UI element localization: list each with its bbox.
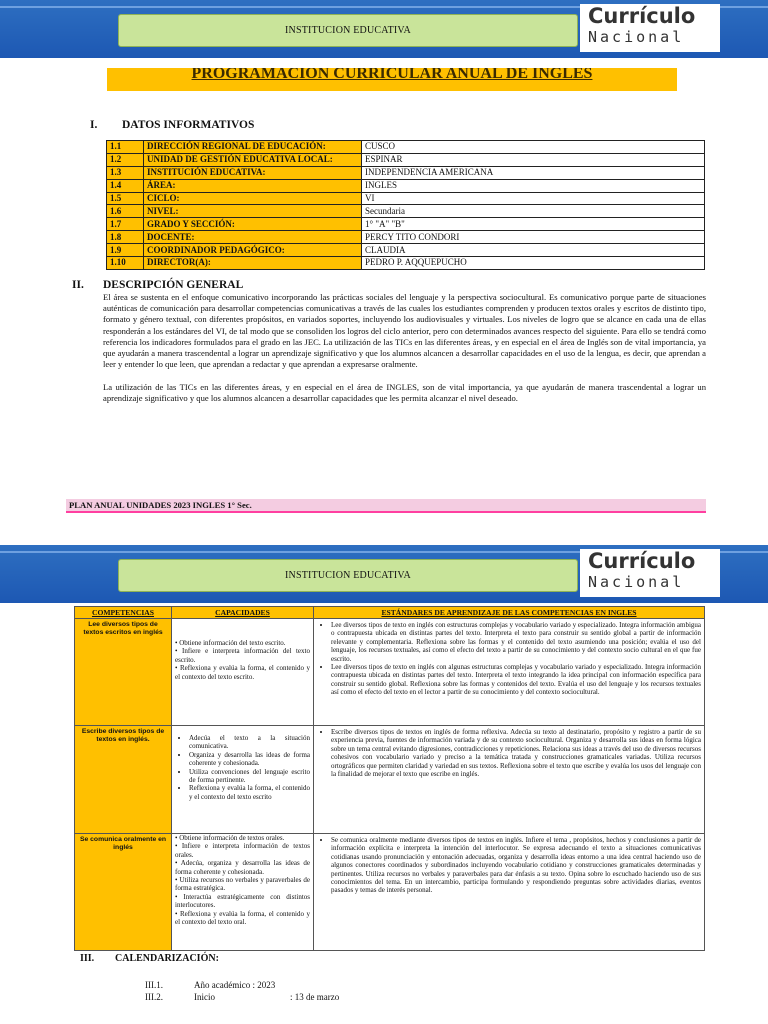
competency-name: Se comunica oralmente en inglés	[75, 834, 172, 951]
capacity-item: • Interactúa estratégicamente con distintos interlocutores.	[175, 892, 310, 910]
competency-row	[75, 834, 705, 951]
competency-row	[75, 726, 705, 834]
competency-row	[75, 619, 705, 726]
capacity-item: • Infiere e interpreta información del texto escrito.	[175, 647, 310, 664]
info-number: 1.1	[107, 141, 144, 154]
standards-cell	[314, 619, 705, 726]
info-number: 1.6	[107, 205, 144, 218]
document-title: PROGRAMACION CURRICULAR ANUAL DE INGLES	[191, 68, 593, 82]
info-key: INSTITUCIÓN EDUCATIVA:	[144, 166, 362, 179]
info-value: PERCY TITO CONDORI	[362, 231, 705, 244]
info-value: CLAUDIA	[362, 244, 705, 257]
info-row	[107, 257, 705, 270]
info-row	[107, 153, 705, 166]
competency-name: Escribe diversos tipos de textos en inglés.	[75, 726, 172, 834]
calendar-item-number: III.2.	[145, 992, 163, 1002]
capacity-item: • Utiliza recursos no verbales y paraverbales de forma estratégica.	[175, 876, 310, 893]
logo-line2: Nacional	[588, 573, 685, 591]
standard-item: • Se comunica oralmente mediante diversos tipos de textos en inglés. Infiere el tema , propósitos, hechos y conclusiones a partir de información explícita e interpreta la intención del interlocutor. Se expresa adecuando el texto a situaciones comunicativas cotidianas usando pronunciación y entonación adecuadas, organiza y desarrolla ideas entorno a una idea central haciendo uso de algunos conectores coordinados y subordinados incluyendo vocabulario cotidiano y construcciones gramaticales determinadas y pertinentes. Utiliza recursos no verbales y paraverbales para dar énfasis a su texto. Opina sobre lo escuchado haciendo uso de sus conocimientos del tema. En un intercambio, participa formulando y respondiendo preguntas sobre actividades diarias, eventos pasados y temas de interés personal.	[331, 836, 701, 895]
info-number: 1.4	[107, 179, 144, 192]
curriculo-nacional-logo	[580, 4, 720, 52]
calendar-item-value: : 13 de marzo	[290, 992, 340, 1002]
capacity-item: • Infiere e interpreta información de textos orales.	[175, 842, 310, 859]
institution-label: INSTITUCION EDUCATIVA	[118, 14, 578, 47]
capacities-cell	[172, 619, 314, 726]
col-header-competencias: COMPETENCIAS	[75, 607, 172, 619]
info-row	[107, 166, 705, 179]
capacities-cell	[172, 834, 314, 951]
info-row	[107, 244, 705, 257]
capacities-cell	[172, 726, 314, 834]
info-value: INDEPENDENCIA AMERICANA	[362, 166, 705, 179]
info-key: NIVEL:	[144, 205, 362, 218]
calendar-item-number: III.1.	[145, 980, 163, 990]
section1-heading: DATOS INFORMATIVOS	[122, 119, 255, 131]
info-number: 1.3	[107, 166, 144, 179]
info-row	[107, 205, 705, 218]
capacity-item: • Adecúa, organiza y desarrolla las ideas de forma coherente y cohesionada.	[175, 859, 310, 876]
standard-item: • Lee diversos tipos de texto en inglés con algunas estructuras complejas y vocabulario variado y especializado. Integra información contrapuesta ubicada en distintas partes del texto. Interpreta el texto integrando la idea principal con información específica para construir su sentido global. Reflexiona sobre las formas y contenidos del texto. Evalúa el uso del lenguaje y los recursos textuales así como el efecto del texto en el lector a partir de su conocimiento y del contexto sociocultural.	[331, 663, 701, 697]
header-banner	[0, 0, 768, 58]
info-key: COORDINADOR PEDAGÓGICO:	[144, 244, 362, 257]
header-banner-page2	[0, 545, 768, 603]
section3-heading: CALENDARIZACIÓN:	[115, 953, 219, 964]
info-row	[107, 179, 705, 192]
col-header-capacidades: CAPACIDADES	[172, 607, 314, 619]
section2-number: II.	[72, 279, 84, 291]
info-number: 1.5	[107, 192, 144, 205]
logo-line2: Nacional	[588, 28, 685, 46]
info-key: ÁREA:	[144, 179, 362, 192]
info-number: 1.9	[107, 244, 144, 257]
info-row	[107, 141, 705, 154]
section1-number: I.	[90, 119, 98, 131]
col-header-estandares: ESTÁNDARES DE APRENDIZAJE DE LAS COMPETENCIAS EN INGLES	[314, 607, 705, 619]
section3-number: III.	[80, 953, 95, 964]
logo-line1: Currículo	[588, 4, 696, 28]
logo-line1: Currículo	[588, 549, 696, 573]
info-value: ESPINAR	[362, 153, 705, 166]
info-value: VI	[362, 192, 705, 205]
info-key: DIRECCIÓN REGIONAL DE EDUCACIÓN:	[144, 141, 362, 154]
standard-item: • Lee diversos tipos de texto en inglés con estructuras complejas y vocabulario variado y especializado. Integra información ambigua o contrapuesta ubicada en distintas partes del texto. Interpreta el texto para construir su sentido global a partir de información relevante y complementaria. Reflexiona sobre las formas y el contenido del texto asumiendo una posición; evalúa el uso del lenguaje, los recursos textuales, así como el efecto del texto a partir de su conocimiento y del contexto socio cultural en el que fue escrito.	[331, 621, 701, 663]
capacity-item: • Adecúa el texto a la situación comunicativa.	[189, 734, 310, 751]
info-key: UNIDAD DE GESTIÓN EDUCATIVA LOCAL:	[144, 153, 362, 166]
standards-cell	[314, 726, 705, 834]
plan-bar: PLAN ANUAL UNIDADES 2023 INGLES 1° Sec.	[66, 499, 706, 513]
info-value: INGLES	[362, 179, 705, 192]
info-table	[106, 140, 705, 270]
info-row	[107, 192, 705, 205]
calendar-item-label: Año académico : 2023	[194, 980, 276, 990]
info-number: 1.10	[107, 257, 144, 270]
capacity-item: • Obtiene información de textos orales.	[175, 834, 285, 842]
capacity-item: • Utiliza convenciones del lenguaje escrito de forma pertinente.	[189, 768, 310, 785]
info-number: 1.2	[107, 153, 144, 166]
capacity-item: • Organiza y desarrolla las ideas de forma coherente y cohesionada.	[189, 751, 310, 768]
info-value: CUSCO	[362, 141, 705, 154]
capacity-item: • Obtiene información del texto escrito.	[175, 639, 286, 647]
document-title-bar	[107, 68, 677, 91]
info-number: 1.8	[107, 231, 144, 244]
description-paragraph-2: La utilización de las TICs en las diferentes áreas, y en especial en el área de INGLES, son de vital importancia, ya que ayudarán de manera trascendental a lograr un aprendizaje significativo y que los alumnos alcancen a desarrollar capacidades que les permita alcanzar el nivel deseado.	[103, 382, 706, 404]
section2-heading: DESCRIPCIÓN GENERAL	[103, 279, 244, 291]
institution-label: INSTITUCION EDUCATIVA	[118, 559, 578, 592]
info-number: 1.7	[107, 218, 144, 231]
standards-cell	[314, 834, 705, 951]
info-row	[107, 218, 705, 231]
info-value: PEDRO P. AQQUEPUCHO	[362, 257, 705, 270]
info-key: DOCENTE:	[144, 231, 362, 244]
info-key: DIRECTOR(A):	[144, 257, 362, 270]
curriculo-nacional-logo	[580, 549, 720, 597]
calendar-item-label: Inicio	[194, 992, 215, 1002]
standard-item: • Escribe diversos tipos de textos en inglés de forma reflexiva. Adecúa su texto al destinatario, propósito y registro a partir de su experiencia previa, fuentes de información variada y de su contexto sociocultural. Organiza y desarrolla sus ideas en forma lógica sobre un tema central evitando digresiones, contradicciones y repeticiones. Relaciona sus ideas a través del uso de diversos recursos cohesivos con vocabulario variado y preciso a la temática tratada y construcciones gramaticales variadas. Utiliza recursos ortográficos que permiten claridad y variedad en sus textos. Reflexiona sobre el texto que escribe y evalúa los usos del lenguaje con la finalidad de mejorar el texto que escribe en inglés.	[331, 728, 701, 778]
info-key: GRADO Y SECCIÓN:	[144, 218, 362, 231]
competencies-table	[74, 606, 705, 951]
info-row	[107, 231, 705, 244]
info-value: Secundaria	[362, 205, 705, 218]
description-paragraph-1: El área se sustenta en el enfoque comunicativo incorporando las prácticas sociales del lenguaje y la perspectiva sociocultural. Es comunicativo porque parte de situaciones auténticas de comunicación para desarrollar competencias comunicativas a través de las cuales los estudiantes comprenden y producen textos orales y escritos de distinto tipo, formato y género textual, con diferentes propósitos, en variados soportes, incluyendo los audiovisuales y virtuales. Los niveles de logro que se alcance en cada una de ellas responderán a los estándares del VI, de tal modo que se consoliden los logros del ciclo anterior, pero con determinados avances respecto del siguiente. Para ello se tendrá como referencia los indicadores formulados para el grado en las JEC. La utilización de las TICs en las diferentes áreas, y en especial en el área de Inglés son de vital importancia, ya que ayudarán a manera trascendental a lograr un aprendizaje significativo y que los alumnos alcancen a desarrollar capacidades en el uso de la lengua, es decir, que aprendan a leer y entender lo que leen, que aprendan a redactar y que aprendan a expresarse oralmente.	[103, 292, 707, 370]
competency-name: Lee diversos tipos de textos escritos en inglés	[75, 619, 172, 726]
capacity-item: • Reflexiona y evalúa la forma, el contenido y el contexto del texto oral.	[175, 909, 310, 927]
info-key: CICLO:	[144, 192, 362, 205]
capacity-item: • Reflexiona y evalúa la forma, el contenido y el contexto del texto escrito	[189, 784, 310, 801]
capacity-item: • Reflexiona y evalúa la forma, el contenido y el contexto del texto escrito.	[175, 664, 310, 681]
info-value: 1° "A" "B"	[362, 218, 705, 231]
